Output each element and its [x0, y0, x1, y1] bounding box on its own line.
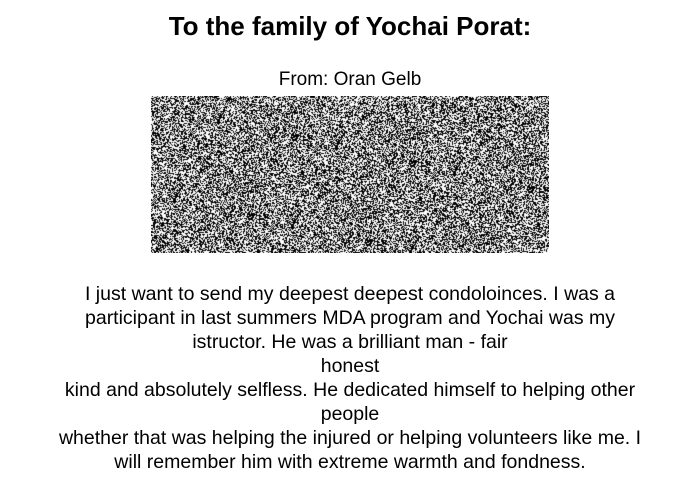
message-line: whether that was helping the injured or helping volunteers like me. I — [58, 427, 642, 449]
message-line: istructor. He was a brilliant man - fair — [192, 331, 508, 353]
redaction-noise — [151, 96, 549, 253]
message-line: kind and absolutely selfless. He dedicated himself to helping other — [64, 379, 636, 401]
from-line: From: Oran Gelb — [278, 69, 422, 90]
message-line: honest — [320, 355, 380, 377]
message-line: people — [320, 403, 380, 425]
message-body — [0, 282, 700, 474]
redacted-contact-block — [151, 96, 549, 253]
message-line: participant in last summers MDA program and Yochai was my — [85, 307, 615, 329]
message-line: will remember him with extreme warmth and fondness. — [114, 451, 586, 473]
message-line: I just want to send my deepest deepest condoloinces. I was a — [84, 283, 616, 305]
letter-title: To the family of Yochai Porat: — [168, 11, 532, 41]
